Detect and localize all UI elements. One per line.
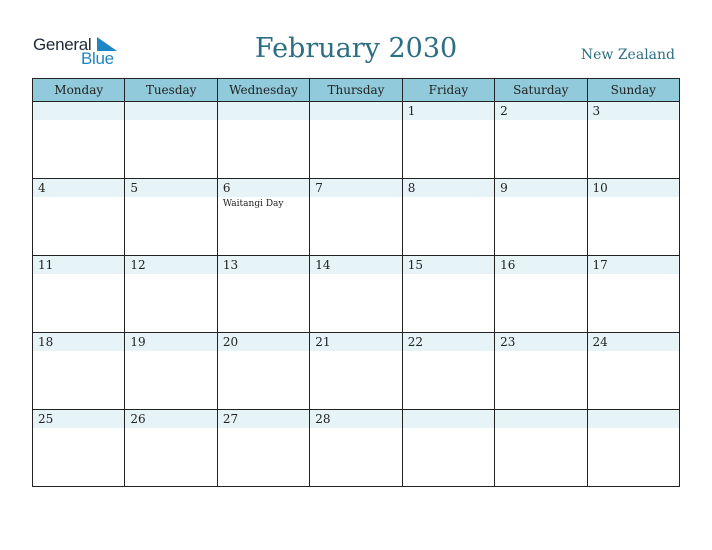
day-number: 18 [38, 335, 54, 349]
weekday-header: Sunday [587, 79, 679, 102]
weekday-header: Monday [33, 79, 125, 102]
day-band [403, 102, 494, 120]
day-cell [310, 256, 402, 333]
day-number: 7 [315, 181, 323, 195]
day-cell [125, 333, 217, 410]
weekday-header: Wednesday [217, 79, 309, 102]
day-band [588, 410, 679, 428]
day-band [218, 102, 309, 120]
day-band [125, 256, 216, 274]
day-number: 4 [38, 181, 46, 195]
day-cell [33, 179, 125, 256]
day-number: 3 [592, 104, 601, 118]
day-number: 14 [315, 258, 331, 272]
day-cell [217, 410, 309, 487]
day-cell [310, 102, 402, 179]
day-cell [402, 102, 494, 179]
day-band [125, 410, 216, 428]
day-cell [217, 256, 309, 333]
day-cell [125, 102, 217, 179]
day-band [495, 102, 586, 120]
day-cell [125, 410, 217, 487]
day-number: 12 [130, 258, 146, 272]
day-cell [495, 410, 587, 487]
day-number: 15 [407, 258, 423, 272]
day-cell [587, 179, 679, 256]
weekday-header: Thursday [310, 79, 402, 102]
day-cell [125, 179, 217, 256]
day-cell [495, 102, 587, 179]
day-cell [217, 179, 309, 256]
weekday-header: Saturday [495, 79, 587, 102]
weekday-header-row [33, 79, 680, 102]
logo-text-general: General [33, 35, 92, 54]
day-number: 2 [500, 104, 508, 118]
logo-text-blue: Blue [81, 49, 114, 68]
day-band [33, 179, 124, 197]
day-band [125, 179, 216, 197]
day-cell [33, 410, 125, 487]
day-number: 10 [592, 181, 608, 195]
day-cell [217, 333, 309, 410]
calendar-grid [32, 78, 680, 487]
day-number: 1 [407, 104, 416, 118]
day-band [495, 256, 586, 274]
day-band [125, 333, 216, 351]
day-cell [33, 333, 125, 410]
week-row [33, 102, 680, 179]
day-number: 16 [500, 258, 516, 272]
day-number: 9 [500, 181, 508, 195]
day-cell [310, 333, 402, 410]
day-band [310, 179, 401, 197]
day-band [588, 256, 679, 274]
day-cell [587, 256, 679, 333]
day-cell [33, 102, 125, 179]
day-band [588, 333, 679, 351]
day-cell [402, 410, 494, 487]
day-band [33, 102, 124, 120]
day-band [403, 179, 494, 197]
day-band [33, 333, 124, 351]
day-band [33, 410, 124, 428]
day-band [588, 179, 679, 197]
week-row [33, 333, 680, 410]
day-number: 24 [592, 335, 608, 349]
day-number: 22 [407, 335, 423, 349]
day-band [125, 102, 216, 120]
day-number: 8 [407, 181, 416, 195]
day-band [33, 256, 124, 274]
day-band [403, 333, 494, 351]
day-band [310, 256, 401, 274]
week-row [33, 179, 680, 256]
day-band [218, 410, 309, 428]
week-row [33, 410, 680, 487]
weekday-header: Friday [402, 79, 494, 102]
day-cell [402, 256, 494, 333]
day-cell [310, 410, 402, 487]
day-number: 19 [130, 335, 146, 349]
day-cell [402, 179, 494, 256]
day-cell [495, 256, 587, 333]
day-number: 28 [315, 412, 331, 426]
day-number: 6 [222, 181, 231, 195]
country-label: New Zealand [580, 47, 675, 63]
day-band [588, 102, 679, 120]
day-number: 23 [500, 335, 516, 349]
day-cell [495, 333, 587, 410]
day-band [403, 256, 494, 274]
holiday-label: Waitangi Day [222, 199, 284, 209]
day-number: 5 [130, 181, 139, 195]
day-cell [310, 179, 402, 256]
day-band [218, 179, 309, 197]
day-band [310, 333, 401, 351]
day-band [218, 256, 309, 274]
day-number: 21 [315, 335, 331, 349]
day-cell [587, 410, 679, 487]
day-band [495, 333, 586, 351]
day-cell [495, 179, 587, 256]
day-cell [587, 333, 679, 410]
day-band [495, 410, 586, 428]
day-number: 25 [38, 412, 54, 426]
day-number: 20 [222, 335, 239, 349]
day-cell [217, 102, 309, 179]
weekday-header: Tuesday [125, 79, 217, 102]
day-cell [587, 102, 679, 179]
day-number: 27 [222, 412, 239, 426]
day-band [310, 102, 401, 120]
page-title: February 2030 [254, 33, 458, 64]
day-cell [402, 333, 494, 410]
day-cell [33, 256, 125, 333]
day-band [403, 410, 494, 428]
week-row [33, 256, 680, 333]
day-number: 26 [130, 412, 146, 426]
day-band [495, 179, 586, 197]
day-number: 17 [592, 258, 608, 272]
day-cell [125, 256, 217, 333]
day-band [218, 333, 309, 351]
day-number: 11 [38, 258, 54, 272]
day-band [310, 410, 401, 428]
day-number: 13 [222, 258, 239, 272]
